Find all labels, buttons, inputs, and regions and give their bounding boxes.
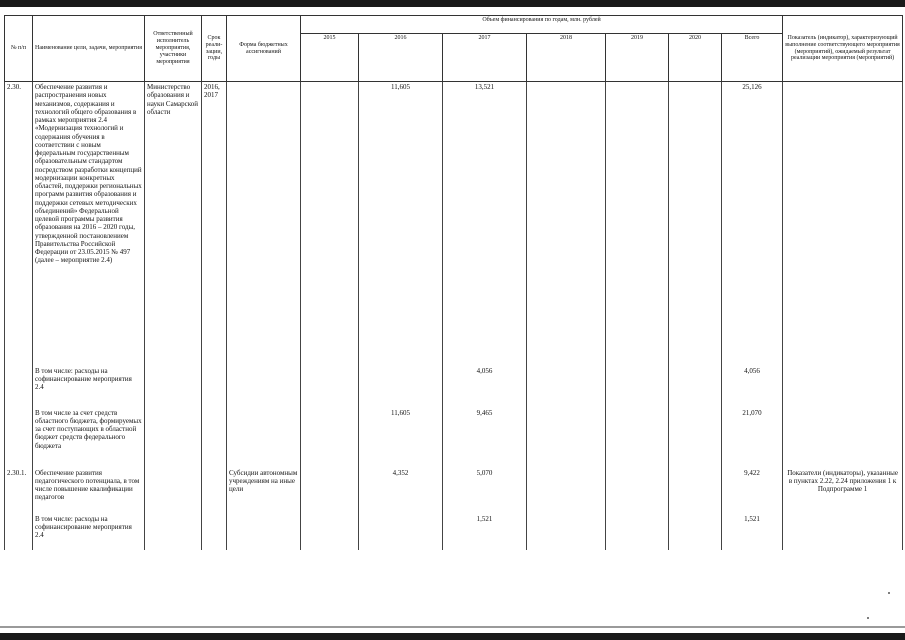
row-value-2017: 5,070 [443, 468, 527, 514]
row-value-2015 [301, 408, 359, 468]
row-value-2019 [606, 82, 669, 366]
row-value-2016: 11,605 [359, 82, 443, 366]
row-value-2015 [301, 468, 359, 514]
row-value-2017: 9,465 [443, 408, 527, 468]
row-executor [145, 408, 202, 468]
row-indicator [783, 366, 903, 408]
header-name: Наименование цели, задачи, мероприятия [33, 16, 145, 82]
row-value-2020 [669, 514, 722, 550]
header-volume-group: Объем финансирования по годам, млн. рублей [301, 16, 783, 34]
row-form [227, 514, 301, 550]
row-form: Субсидии автономным учреждениям на иные цели [227, 468, 301, 514]
row-value-2017: 1,521 [443, 514, 527, 550]
row-value-2020 [669, 82, 722, 366]
row-indicator [783, 408, 903, 468]
header-form: Форма бюджетных ассигнований [227, 16, 301, 82]
header-num: № п/п [5, 16, 33, 82]
row-value-2018 [527, 366, 606, 408]
header-executor: Ответственный исполнитель мероприятия, участники мероприятия [145, 16, 202, 82]
header-year-2019: 2019 [606, 34, 669, 82]
row-indicator [783, 514, 903, 550]
row-name: Обеспечение развития и распространения новых механизмов, содержания и технологий общего образования в рамках мероприятия 2.4 «Модернизация технологий и содержания обучения в соответствии с новым федеральным государственным образовательным стандартом посредством разработки концепций модернизации конкретных областей, поддержки региональных программ развития образования и поддержки сетевых методических объединений» Федеральной целевой программы развития образования на 2016 – 2020 годы, утвержденной постановлением Правительства Российской Федерации от 23.05.2015 № 497 (далее – мероприятие 2.4) [33, 82, 145, 366]
row-value-2019 [606, 366, 669, 408]
row-name: В том числе: расходы на софинансирование мероприятия 2.4 [33, 514, 145, 550]
row-value-2017: 13,521 [443, 82, 527, 366]
row-value-2015 [301, 82, 359, 366]
row-value-2016 [359, 514, 443, 550]
header-total: Всего [722, 34, 783, 82]
row-term [202, 468, 227, 514]
row-num [5, 408, 33, 468]
header-year-2015: 2015 [301, 34, 359, 82]
row-value-2016 [359, 366, 443, 408]
row-term [202, 366, 227, 408]
table-row [5, 366, 903, 408]
row-term [202, 514, 227, 550]
row-num: 2.30.1. [5, 468, 33, 514]
table-row [5, 82, 903, 366]
row-executor: Министерство образования и науки Самарской области [145, 82, 202, 366]
header-year-2020: 2020 [669, 34, 722, 82]
row-term: 2016, 2017 [202, 82, 227, 366]
row-value-2020 [669, 366, 722, 408]
scan-bottom-edge [0, 633, 905, 640]
row-executor [145, 514, 202, 550]
row-value-2016: 4,352 [359, 468, 443, 514]
row-value-2019 [606, 408, 669, 468]
scan-speck [888, 592, 890, 594]
row-value-2018 [527, 514, 606, 550]
row-value-total: 9,422 [722, 468, 783, 514]
row-name: В том числе за счет средств областного бюджета, формируемых за счет поступающих в областной бюджет средств федерального бюджета [33, 408, 145, 468]
row-value-2015 [301, 366, 359, 408]
header-year-2016: 2016 [359, 34, 443, 82]
row-indicator [783, 82, 903, 366]
scan-top-edge [0, 0, 905, 7]
row-num [5, 366, 33, 408]
header-indicator: Показатель (индикатор), характеризующий выполнение соответствующего мероприятия (мероприятий), ожидаемый результат реализации мероприятия (мероприятий) [783, 16, 903, 82]
row-term [202, 408, 227, 468]
row-executor [145, 366, 202, 408]
row-value-2019 [606, 468, 669, 514]
row-form [227, 366, 301, 408]
header-year-2018: 2018 [527, 34, 606, 82]
scan-lower-edge [0, 626, 905, 628]
row-value-2018 [527, 468, 606, 514]
row-indicator: Показатели (индикаторы), указанные в пунктах 2.22, 2.24 приложения 1 к Подпрограмме 1 [783, 468, 903, 514]
table-row [5, 408, 903, 468]
row-form [227, 408, 301, 468]
row-name: В том числе: расходы на софинансирование мероприятия 2.4 [33, 366, 145, 408]
row-value-2015 [301, 514, 359, 550]
row-executor [145, 468, 202, 514]
row-value-2017: 4,056 [443, 366, 527, 408]
scan-speck [867, 617, 869, 619]
row-value-total: 4,056 [722, 366, 783, 408]
table-row [5, 468, 903, 514]
row-value-2019 [606, 514, 669, 550]
row-form [227, 82, 301, 366]
row-value-total: 25,126 [722, 82, 783, 366]
row-value-total: 1,521 [722, 514, 783, 550]
row-value-2020 [669, 408, 722, 468]
row-name: Обеспечение развития педагогического потенциала, в том числе повышение квалификации педагогов [33, 468, 145, 514]
header-year-2017: 2017 [443, 34, 527, 82]
row-value-2018 [527, 82, 606, 366]
row-value-total: 21,070 [722, 408, 783, 468]
row-value-2020 [669, 468, 722, 514]
funding-table [4, 15, 903, 550]
header-term: Срок реали-зации, годы [202, 16, 227, 82]
row-value-2016: 11,605 [359, 408, 443, 468]
row-value-2018 [527, 408, 606, 468]
row-num [5, 514, 33, 550]
table-row [5, 514, 903, 550]
row-num: 2.30. [5, 82, 33, 366]
